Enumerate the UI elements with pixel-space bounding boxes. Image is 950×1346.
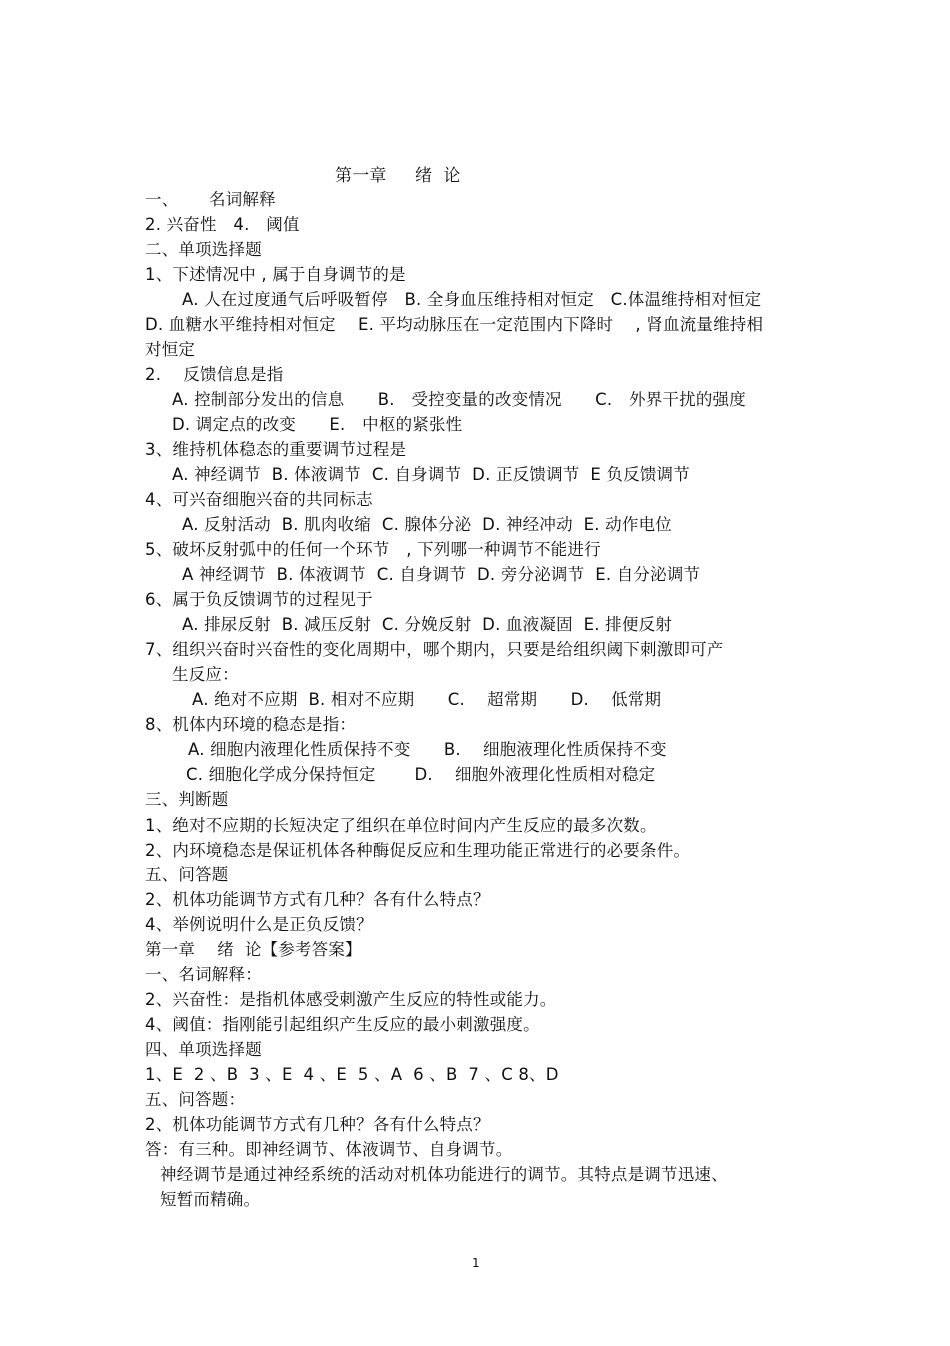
option-line: A. 人在过度通气后呼吸暂停 B. 全身血压维持相对恒定 C.体温维持相对恒定 [182,290,762,309]
judgment-item: 2、内环境稳态是保证机体各种酶促反应和生理功能正常进行的必要条件。 [145,841,691,860]
answer-line: 4、阈值：指刚能引起组织产生反应的最小刺激强度。 [145,1015,540,1034]
question-line: 4、举例说明什么是正负反馈？ [145,915,373,934]
option-line: A. 排尿反射 B. 减压反射 C. 分娩反射 D. 血液凝固 E. 排便反射 [182,615,672,634]
text-line: 2. 兴奋性 4. 阈值 [145,215,300,234]
section-heading: 一、名词解释： [145,965,262,984]
section-heading: 三、判断题 [145,790,229,809]
option-line: A. 控制部分发出的信息 B. 受控变量的改变情况 C. 外界干扰的强度 [172,390,746,409]
question-line: 4、可兴奋细胞兴奋的共同标志 [145,490,373,509]
option-line: A. 反射活动 B. 肌肉收缩 C. 腺体分泌 D. 神经冲动 E. 动作电位 [182,515,672,534]
option-line: C. 细胞化学成分保持恒定 D. 细胞外液理化性质相对稳定 [186,765,656,784]
option-line: A. 细胞内液理化性质保持不变 B. 细胞液理化性质保持不变 [188,740,667,759]
answer-key: 1、E 2 、B 3 、E 4 、E 5 、A 6 、B 7 、C 8、D [145,1065,559,1084]
section-heading: 四、单项选择题 [145,1040,262,1059]
section-heading: 二、单项选择题 [145,240,262,259]
option-line: A 神经调节 B. 体液调节 C. 自身调节 D. 旁分泌调节 E. 自分泌调节 [182,565,701,584]
page-number: 1 [472,1256,480,1270]
chapter-title: 第一章 绪 论 [335,166,461,186]
answer-line: 神经调节是通过神经系统的活动对机体功能进行的调节。其特点是调节迅速、 [160,1165,728,1184]
option-line: D. 调定点的改变 E. 中枢的紧张性 [172,415,463,434]
answer-title: 第一章 绪 论【参考答案】 [145,940,362,959]
question-line: 7、组织兴奋时兴奋性的变化周期中，哪个期内，只要是给组织阈下刺激即可产 [145,640,724,659]
section-heading: 五、问答题： [145,1090,246,1109]
question-line: 2. 反馈信息是指 [145,365,284,384]
question-line: 8、机体内环境的稳态是指： [145,715,357,734]
answer-line: 短暂而精确。 [160,1190,261,1209]
answer-line: 答：有三种。即神经调节、体液调节、自身调节。 [145,1140,513,1159]
question-line: 生反应： [172,665,239,684]
option-line: A. 神经调节 B. 体液调节 C. 自身调节 D. 正反馈调节 E 负反馈调节 [172,465,690,484]
judgment-item: 1、绝对不应期的长短决定了组织在单位时间内产生反应的最多次数。 [145,816,657,835]
question-line: 6、属于负反馈调节的过程见于 [145,590,373,609]
section-heading: 五、问答题 [145,865,229,884]
option-line: D. 血糖水平维持相对恒定 E. 平均动脉压在一定范围内下降时 , 肾血流量维持相 [145,315,764,334]
question-line: 2、机体功能调节方式有几种？各有什么特点？ [145,890,490,909]
question-line: 1、下述情况中 , 属于自身调节的是 [145,265,406,284]
option-line: 对恒定 [145,340,196,359]
section-heading: 一、 名词解释 [145,190,276,209]
question-line: 5、破坏反射弧中的任何一个环节 , 下列哪一种调节不能进行 [145,540,601,559]
option-line: A. 绝对不应期 B. 相对不应期 C. 超常期 D. 低常期 [192,690,662,709]
question-line: 2、机体功能调节方式有几种？各有什么特点？ [145,1115,490,1134]
question-line: 3、维持机体稳态的重要调节过程是 [145,440,407,459]
answer-line: 2、兴奋性：是指机体感受刺激产生反应的特性或能力。 [145,990,557,1009]
